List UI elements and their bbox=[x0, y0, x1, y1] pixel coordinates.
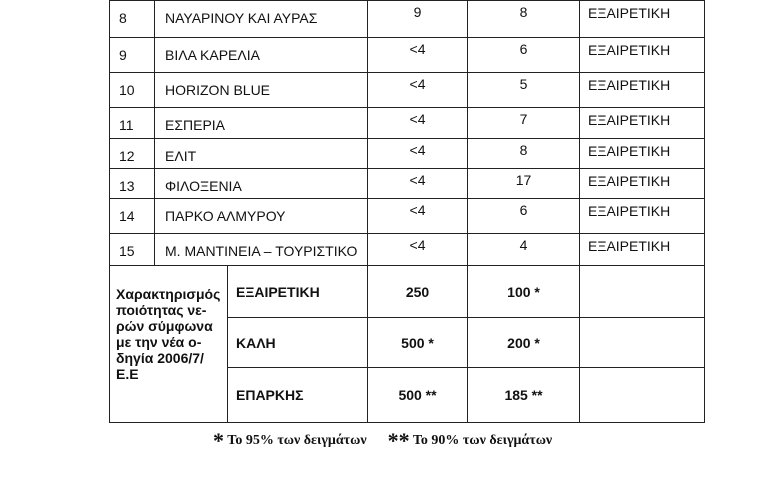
station-name: Μ. ΜΑΝΤΙΝΕΙΑ – ΤΟΥΡΙΣΤΙΚΟ bbox=[155, 234, 368, 266]
value-one: <4 bbox=[368, 73, 468, 108]
table-row bbox=[110, 38, 705, 73]
station-name: HORIZON BLUE bbox=[155, 73, 368, 108]
table-row bbox=[110, 108, 705, 139]
water-quality-table bbox=[109, 0, 705, 423]
quality-rating: ΕΞΑΙΡΕΤΙΚΗ bbox=[580, 108, 705, 139]
row-number: 13 bbox=[110, 169, 155, 199]
table-row bbox=[110, 169, 705, 199]
category-value-two: 100 * bbox=[468, 266, 580, 318]
value-two: 5 bbox=[468, 73, 580, 108]
value-one: <4 bbox=[368, 234, 468, 266]
station-name: ΠΑΡΚΟ ΑΛΜΥΡΟΥ bbox=[155, 199, 368, 234]
row-number: 8 bbox=[110, 1, 155, 38]
row-number: 10 bbox=[110, 73, 155, 108]
station-name: ΝΑΥΑΡΙΝΟΥ ΚΑΙ ΑΥΡΑΣ bbox=[155, 1, 368, 38]
category-value-two: 200 * bbox=[468, 318, 580, 368]
value-one: <4 bbox=[368, 139, 468, 169]
value-two: 8 bbox=[468, 1, 580, 38]
station-name: ΒΙΛΑ ΚΑΡΕΛΙΑ bbox=[155, 38, 368, 73]
quality-rating: ΕΞΑΙΡΕΤΙΚΗ bbox=[580, 1, 705, 38]
row-number: 15 bbox=[110, 234, 155, 266]
footnote-star-two: ** bbox=[387, 428, 410, 453]
value-two: 4 bbox=[468, 234, 580, 266]
station-name: ΕΛΙΤ bbox=[155, 139, 368, 169]
value-two: 17 bbox=[468, 169, 580, 199]
category-name: ΚΑΛΗ bbox=[228, 318, 368, 368]
quality-classification-label: Χαρακτηρισμός ποιότητας νε-ρών σύμφωνα με την νέα ο-δηγία 2006/7/Ε.Ε bbox=[110, 266, 228, 423]
category-value-one: 500 * bbox=[368, 318, 468, 368]
table-row bbox=[110, 234, 705, 266]
legend-row bbox=[110, 266, 705, 318]
quality-rating: ΕΞΑΙΡΕΤΙΚΗ bbox=[580, 169, 705, 199]
quality-rating: ΕΞΑΙΡΕΤΙΚΗ bbox=[580, 234, 705, 266]
table-row bbox=[110, 73, 705, 108]
value-two: 8 bbox=[468, 139, 580, 169]
station-name: ΕΣΠΕΡΙΑ bbox=[155, 108, 368, 139]
category-name: ΕΞΑΙΡΕΤΙΚΗ bbox=[228, 266, 368, 318]
footnote-text-two: Το 90% των δειγμάτων bbox=[412, 433, 553, 448]
row-number: 9 bbox=[110, 38, 155, 73]
footnote-text-one: Το 95% των δειγμάτων bbox=[227, 433, 367, 448]
category-value-one: 250 bbox=[368, 266, 468, 318]
table-row bbox=[110, 1, 705, 38]
quality-rating: ΕΞΑΙΡΕΤΙΚΗ bbox=[580, 73, 705, 108]
value-one: <4 bbox=[368, 199, 468, 234]
table-row bbox=[110, 199, 705, 234]
value-two: 6 bbox=[468, 199, 580, 234]
row-number: 12 bbox=[110, 139, 155, 169]
table-row bbox=[110, 139, 705, 169]
category-name: ΕΠΑΡΚΗΣ bbox=[228, 368, 368, 423]
value-two: 6 bbox=[468, 38, 580, 73]
row-number: 11 bbox=[110, 108, 155, 139]
value-two: 7 bbox=[468, 108, 580, 139]
footnote-star-one: * bbox=[213, 428, 224, 453]
empty-cell bbox=[580, 368, 705, 423]
row-number: 14 bbox=[110, 199, 155, 234]
value-one: <4 bbox=[368, 38, 468, 73]
category-value-one: 500 ** bbox=[368, 368, 468, 423]
empty-cell bbox=[580, 266, 705, 318]
value-one: <4 bbox=[368, 169, 468, 199]
quality-rating: ΕΞΑΙΡΕΤΙΚΗ bbox=[580, 139, 705, 169]
value-one: 9 bbox=[368, 1, 468, 38]
station-name: ΦΙΛΟΞΕΝΙΑ bbox=[155, 169, 368, 199]
empty-cell bbox=[580, 318, 705, 368]
footnote bbox=[213, 424, 553, 453]
value-one: <4 bbox=[368, 108, 468, 139]
quality-rating: ΕΞΑΙΡΕΤΙΚΗ bbox=[580, 199, 705, 234]
category-value-two: 185 ** bbox=[468, 368, 580, 423]
quality-rating: ΕΞΑΙΡΕΤΙΚΗ bbox=[580, 38, 705, 73]
